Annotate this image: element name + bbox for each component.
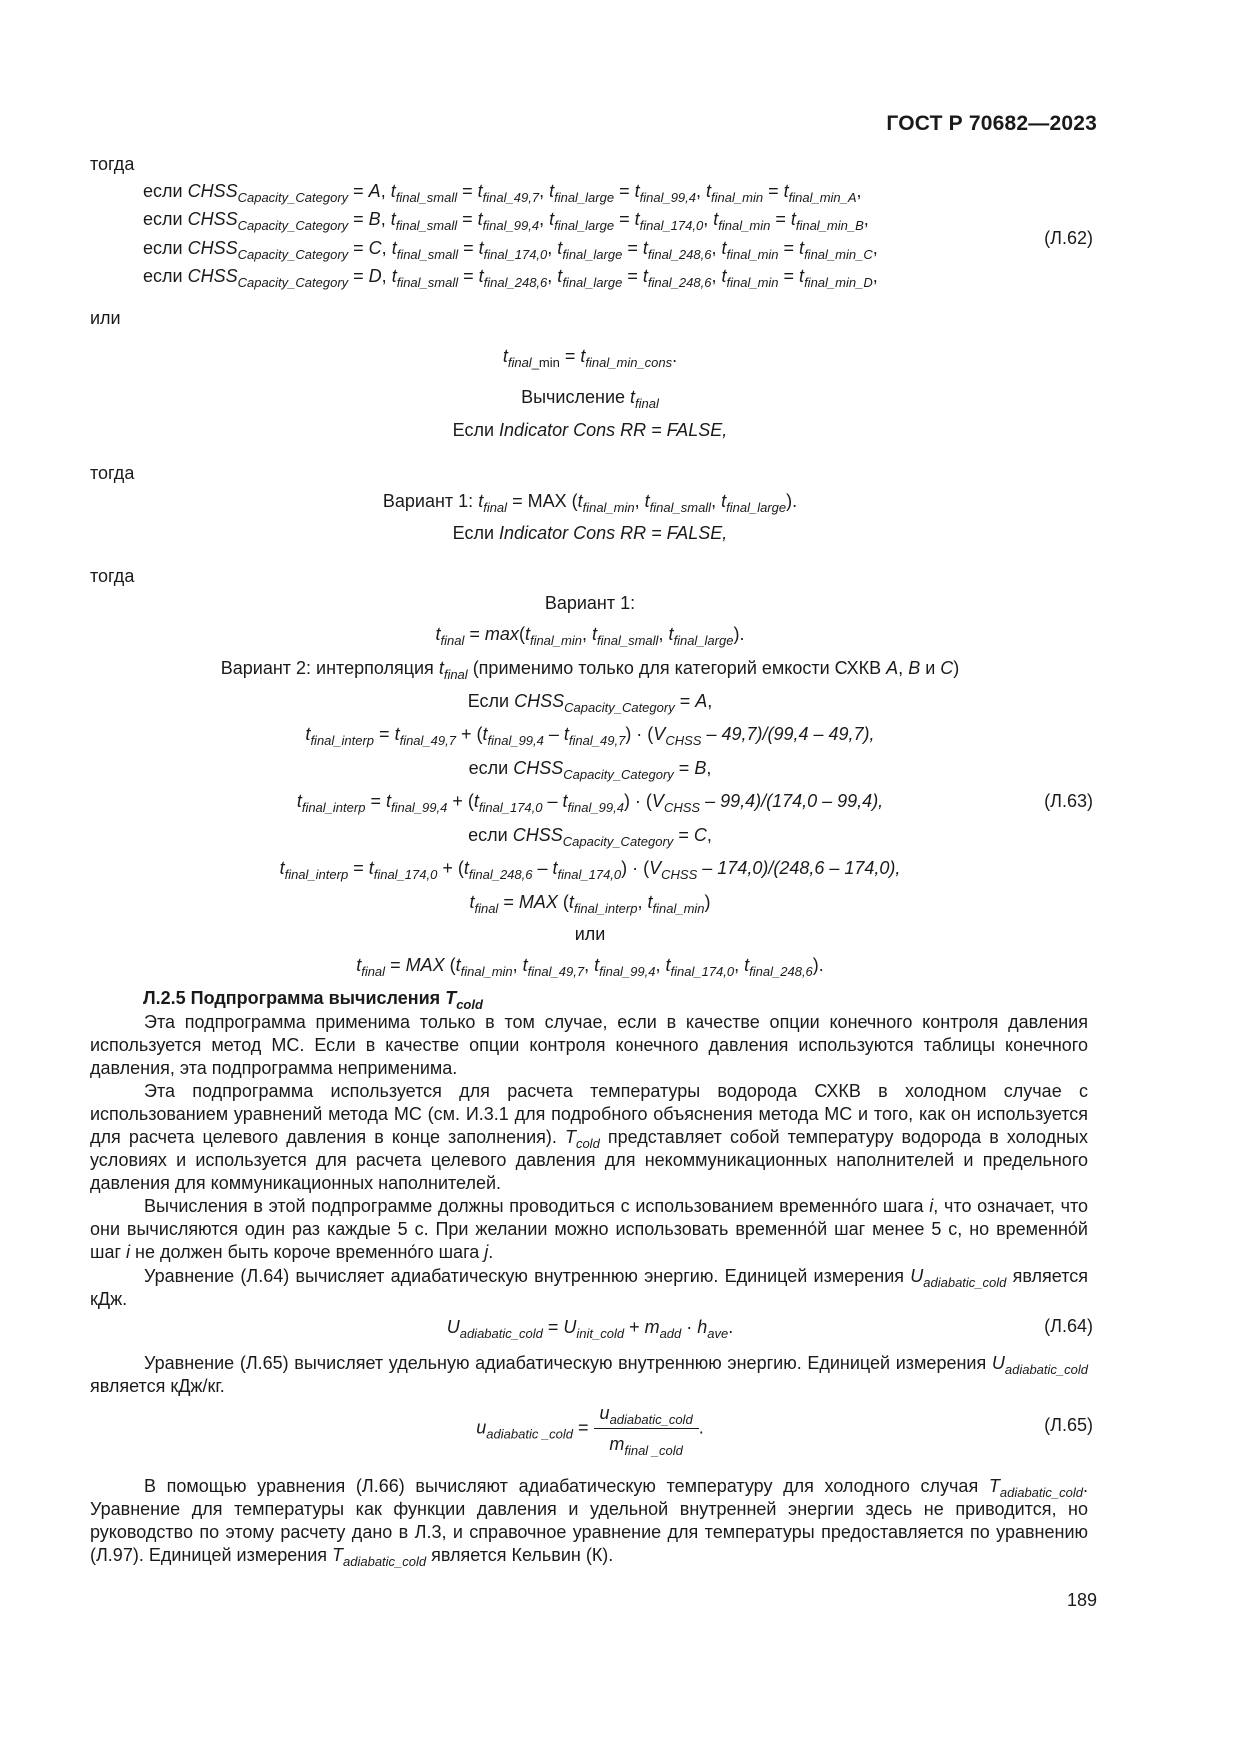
text-togda-3: тогда: [90, 566, 135, 586]
formula-if-d: если $CHSS_{Capacity\_Category} = D$, $t_{final\_small} = t_{final\_248,6}$, $t_{final\_large} = t_{final\_248,6}$, $t_{final\_min} = t_{final\_min\_D}$,: [143, 266, 878, 290]
formula-interp-c: $t_{final\_interp} = t_{final\_174,0} + (t_{final\_248,6} - t_{final\_174,0}) \cdot (V_{CHSS} - 174,0)/(248,6 - 174,0)$,: [279, 858, 901, 882]
equation-number-l64: (Л.64): [1044, 1316, 1093, 1336]
text-togda-2: тогда: [90, 463, 135, 483]
formula-tfinal-max: $t_{final} = \max(t_{final\_min}$, $t_{final\_small}$, $t_{final\_large}$).: [435, 624, 745, 648]
text-if-indicator-2: Если Indicator Cons RR = FALSE,: [452, 523, 728, 543]
equation-number-l62: (Л.62): [1044, 228, 1093, 248]
formula-tfinal-max-interp: $t_{final}$ = MAX ($t_{final\_interp}$, $t_{final\_min}$): [469, 892, 711, 916]
formula-l65: $u_{adiabatic \_cold}$ = $\frac{u_{adiabatic\_cold}}{m_{final \_cold}}$ .: [90, 1400, 1090, 1457]
formula-if-cat-a: Если $CHSS_{Capacity\_Category} = A$,: [467, 691, 713, 715]
paragraph-3: Вычисления в этой подпрограмме должны проводиться с использованием временно́го шага i, что означает, что они вычисляются один раз каждые 5 с. При желании можно использовать временно́й шаг менее 5 с, но временно́й шаг i не должен быть короче временно́го шага j.: [90, 1196, 1088, 1262]
paragraph-1: Эта подпрограмма применима только в том случае, если в качестве опции конечного контроля давления используется метод МС. Если в качестве опции контроля конечного давления используются таблицы конечного давления, эта подпрограмма неприменима.: [90, 1012, 1088, 1078]
formula-tfinal-max-all: $t_{final}$ = MAX ($t_{final\_min}$, $t_{final\_49,7}$, $t_{final\_99,4}$, $t_{final\_174,0}$, $t_{final\_248,6}$).: [356, 955, 824, 979]
page-number: 189: [1066, 1590, 1097, 1610]
text-variant1: Вариант 1:: [544, 593, 636, 613]
formula-if-cat-b: если $CHSS_{Capacity\_Category} = B$,: [468, 758, 712, 782]
fraction: $\frac{u_{adiabatic\_cold}}{m_{final \_cold}}$: [594, 1400, 699, 1457]
formula-l64: $U_{adiabatic\_cold} = U_{init\_cold} + m_{add} \cdot h_{ave}$.: [446, 1317, 734, 1341]
text-variant2: Вариант 2: интерполяция $t_{final}$ (применимо только для категорий емкости СХКВ A, B и C): [220, 658, 960, 682]
formula-if-b: если $CHSS_{Capacity\_Category} = B$, $t_{final\_small} = t_{final\_99,4}$, $t_{final\_large} = t_{final\_174,0}$, $t_{final\_min} = t_{final\_min\_B}$,: [143, 209, 869, 233]
formula-tmin-cons: $t_{final\_min} = t_{final\_min\_cons}$.: [502, 346, 678, 370]
text-ili-2: или: [574, 924, 606, 944]
equation-number-l65: (Л.65): [1044, 1415, 1093, 1435]
formula-if-c: если $CHSS_{Capacity\_Category} = C$, $t_{final\_small} = t_{final\_174,0}$, $t_{final\_large} = t_{final\_248,6}$, $t_{final\_min} = t_{final\_min\_C}$,: [143, 238, 878, 262]
formula-if-a: если $CHSS_{Capacity\_Category} = A$, $t_{final\_small} = t_{final\_49,7}$, $t_{final\_large} = t_{final\_99,4}$, $t_{final\_min} = t_{final\_min\_A}$,: [143, 181, 862, 205]
section-heading: Л.2.5 Подпрограмма вычисления $T_{cold}$: [143, 988, 483, 1012]
text-togda-1: тогда: [90, 154, 135, 174]
paragraph-2: Эта подпрограмма используется для расчета температуры водорода СХКВ в холодном случае с использованием уравнений метода МС (см. И.3.1 для подробного объяснения метода МС и того, как он используется для расчета целевого давления в конце заполнения). $T_{cold}$ представляет собой температуру водорода в холодных условиях и используется для расчета целевого давления для некоммуникационных наполнителей и предельного давления для коммуникационных наполнителей.: [90, 1081, 1088, 1193]
document-header: ГОСТ Р 70682—2023: [886, 112, 1097, 135]
formula-if-cat-c: если $CHSS_{Capacity\_Category} = C$,: [468, 825, 712, 849]
paragraph-4: Уравнение (Л.64) вычисляет адиабатическую внутреннюю энергию. Единицей измерения $U_{adiabatic\_cold}$ является кДж.: [90, 1266, 1088, 1309]
text-ili-1: или: [90, 308, 121, 328]
formula-variant1-max: Вариант 1: $t_{final}$ = MAX ($t_{final\_min}$, $t_{final\_small}$, $t_{final\_large}$).: [382, 491, 798, 515]
formula-interp-b: $t_{final\_interp} = t_{final\_99,4} + (t_{final\_174,0} - t_{final\_99,4}) \cdot (V_{CHSS} - 99,4)/(174,0 - 99,4)$,: [296, 791, 884, 815]
formula-interp-a: $t_{final\_interp} = t_{final\_49,7} + (t_{final\_99,4} - t_{final\_49,7}) \cdot (V_{CHSS} - 49,7)/(99,4 - 49,7)$,: [305, 724, 875, 748]
paragraph-6: В помощью уравнения (Л.66) вычисляют адиабатическую температуру для холодного случая $T_{adiabatic\_cold}$. Уравнение для температуры как функции давления и удельной внутренней энергии здесь не приводится, но руководство по этому расчету дано в Л.3, и справочное уравнение для температуры предоставляется по уравнению (Л.97). Единицей измерения $T_{adiabatic\_cold}$ является Кельвин (К).: [90, 1476, 1088, 1569]
section-number: Л.2.5: [143, 988, 186, 1008]
equation-number-l63: (Л.63): [1044, 791, 1093, 811]
text-if-indicator-1: Если Indicator Cons RR = FALSE,: [452, 420, 728, 440]
paragraph-5: Уравнение (Л.65) вычисляет удельную адиабатическую внутреннюю энергию. Единицей измерения $U_{adiabatic\_cold}$ является кДж/кг.: [90, 1353, 1088, 1396]
heading-calc-tfinal: Вычисление $t_{final}$: [521, 387, 659, 411]
